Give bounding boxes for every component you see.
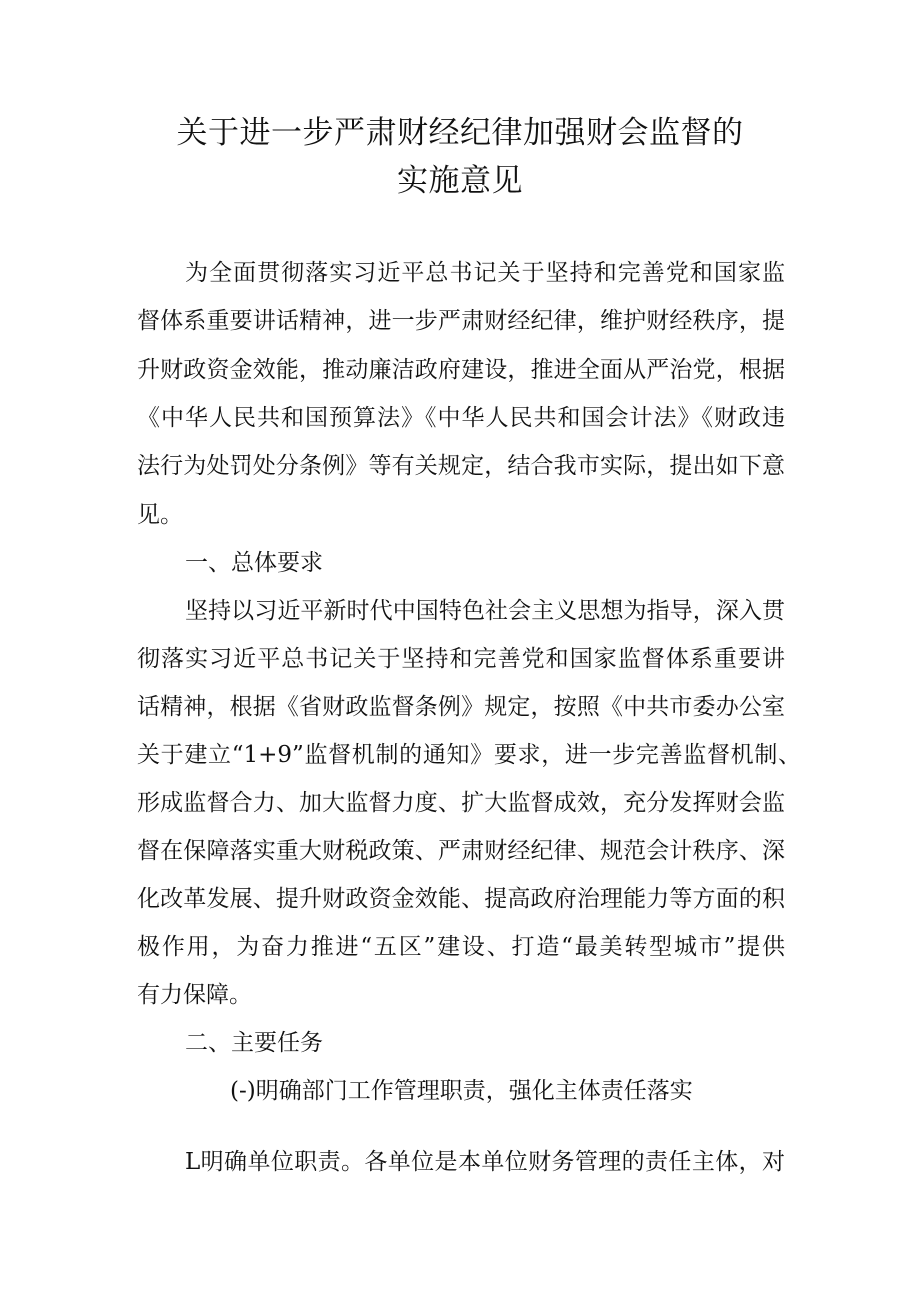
- text-line: 见。: [137, 502, 183, 528]
- text-line: 话精神，根据《省财政监督条例》规定，按照《中共市委办公室: [137, 694, 785, 720]
- title-line-2: 实施意见: [397, 163, 523, 199]
- title-line-1: 关于进一步严肃财经纪律加强财会监督的: [176, 115, 744, 151]
- text-line: 为全面贯彻落实习近平总书记关于坚持和完善党和国家监: [185, 260, 785, 286]
- section-heading-1: 一、总体要求: [185, 550, 323, 576]
- section-heading-2: 二、主要任务: [185, 1030, 323, 1056]
- text-line: 形成监督合力、加大监督力度、扩大监督成效，充分发挥财会监: [137, 790, 785, 816]
- subsection-heading-1: (-)明确部门工作管理职责，强化主体责任落实: [230, 1078, 693, 1104]
- text-line: 极作用，为奋力推进“五区”建设、打造“最美转型城市”提供: [137, 934, 785, 960]
- text-line: 升财政资金效能，推动廉洁政府建设，推进全面从严治党，根据: [137, 357, 785, 383]
- text-line: 《中华人民共和国预算法》《中华人民共和国会计法》《财政违: [137, 405, 785, 431]
- text-line: 关于建立“1+9”监督机制的通知》要求，进一步完善监督机制、: [137, 742, 801, 768]
- text-line: 督在保障落实重大财税政策、严肃财经纪律、规范会计秩序、深: [137, 838, 785, 864]
- text-line: 有力保障。: [137, 982, 252, 1008]
- item-1-text: L明确单位职责。各单位是本单位财务管理的责任主体，对: [185, 1149, 785, 1175]
- text-line: 坚持以习近平新时代中国特色社会主义思想为指导，深入贯: [185, 598, 785, 624]
- text-line: 化改革发展、提升财政资金效能、提高政府治理能力等方面的积: [137, 886, 785, 912]
- text-line: 法行为处罚处分条例》等有关规定，结合我市实际，提出如下意: [137, 453, 785, 479]
- text-line: 彻落实习近平总书记关于坚持和完善党和国家监督体系重要讲: [137, 646, 785, 672]
- text-line: 督体系重要讲话精神，进一步严肃财经纪律，维护财经秩序，提: [137, 308, 785, 334]
